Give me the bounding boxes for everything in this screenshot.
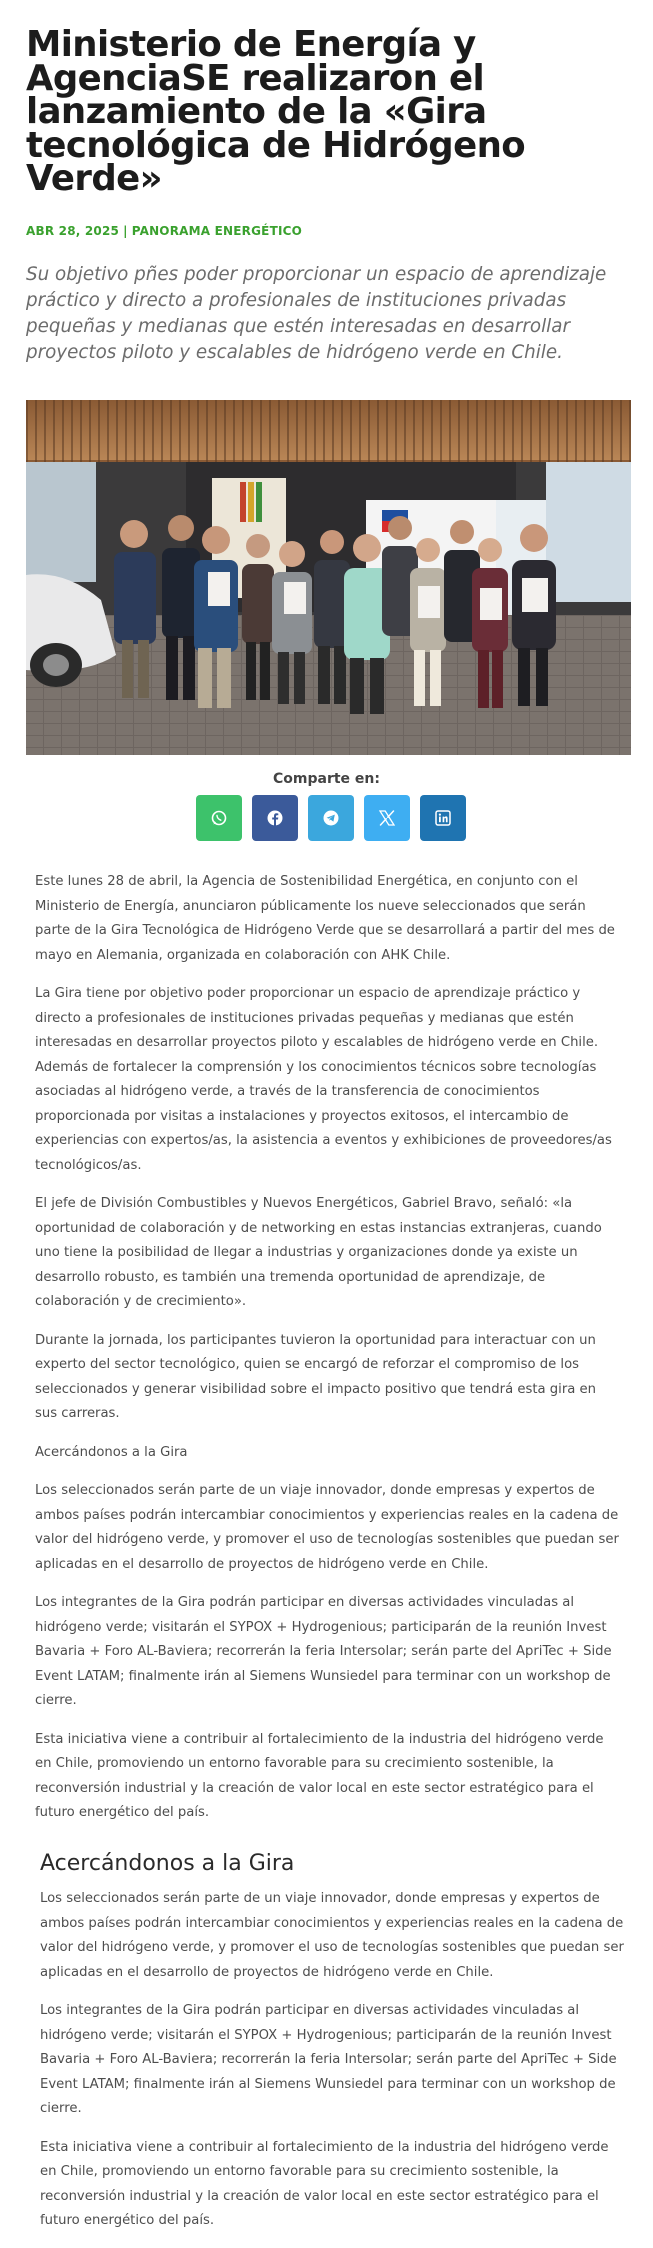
article-category[interactable]: PANORAMA ENERGÉTICO [131,224,303,238]
share-x-button[interactable] [364,795,410,841]
section-acercandonos [40,1849,625,2248]
whatsapp-icon [210,809,228,827]
article-body [35,870,620,1840]
body-paragraph: Los integrantes de la Gira podrán participar en diversas actividades vinculadas al hidrógeno verde; visitarán el SYPOX + Hydrogenious; participarán de la reunión Invest Bavaria + Foro AL-Baviera; recorrerán la feria Intersolar; serán parte del ApriTec + Side Event LATAM; finalmente irán al Siemens Wunsiedel para terminar con un workshop de cierre. [35,1595,612,1708]
body-subheading: Acercándonos a la Gira [35,1444,188,1460]
section-paragraph: Los integrantes de la Gira podrán participar en diversas actividades vinculadas al hidrógeno verde; visitarán el SYPOX + Hydrogenious; participarán de la reunión Invest Bavaria + Foro AL-Baviera; recorrerán la feria Intersolar; serán parte del ApriTec + Side Event LATAM; finalmente irán al Siemens Wunsiedel para terminar con un workshop de cierre. [40,2003,617,2116]
article-date[interactable]: ABR 28, 2025 [26,224,120,238]
body-paragraph: La Gira tiene por objetivo poder proporcionar un espacio de aprendizaje práctico y directo a profesionales de instituciones privadas pequeñas y medianas que estén interesadas en desarrollar proyectos piloto y escalables de hidrógeno verde en Chile. Además de fortalecer la comprensión y los conocimientos técnicos sobre tecnologías asociadas al hidrógeno verde, a través de la transferencia de conocimientos proporcionada por visitas a instalaciones y proyectos exitosos, el intercambio de experiencias con expertos/as, la asistencia a eventos y exhibiciones de proveedores/as tecnológicos/as. [35,986,612,1173]
x-icon [377,808,397,828]
article-lead: Su objetivo pñes poder proporcionar un espacio de aprendizaje práctico y directo a profesionales de instituciones privadas pequeñas y medianas que estén interesadas en desarrollar proyectos piloto y escalables de hidrógeno verde en Chile. [26,264,607,363]
body-paragraph: Este lunes 28 de abril, la Agencia de Sostenibilidad Energética, en conjunto con el Ministerio de Energía, anunciaron públicamente los nueve seleccionados que serán parte de la Gira Tecnológica de Hidrógeno Verde que se desarrollará a partir del mes de mayo en Alemania, organizada en colaboración con AHK Chile. [35,874,615,963]
body-paragraph: El jefe de División Combustibles y Nuevos Energéticos, Gabriel Bravo, señaló: «la oportunidad de colaboración y de networking en estas instancias extranjeras, cuando uno tiene la posibilidad de llegar a industrias y organizaciones donde ya existe un desarrollo robusto, es también una tremenda oportunidad de aprendizaje, de colaboración y de crecimiento». [35,1196,602,1309]
body-paragraph: Durante la jornada, los participantes tuvieron la oportunidad para interactuar con un experto del sector tecnológico, quien se encargó de reforzar el compromiso de los seleccionados y generar visibilidad sobre el impacto positivo que tendrá esta gira en sus carreras. [35,1332,596,1421]
section-paragraph: Los seleccionados serán parte de un viaje innovador, donde empresas y expertos de ambos países podrán intercambiar conocimientos y experiencias reales en la cadena de valor del hidrógeno verde, y promover el uso de tecnologías sostenibles que puedan ser aplicadas en el desarrollo de proyectos de hidrógeno verde en Chile. [40,1891,624,1980]
facebook-icon [266,809,284,827]
share-whatsapp-button[interactable] [196,795,242,841]
article-title: Ministerio de Energía y AgenciaSE realizaron el lanzamiento de la «Gira tecnológica de Hidrógeno Verde» [26,24,526,199]
share-telegram-button[interactable] [308,795,354,841]
body-paragraph: Los seleccionados serán parte de un viaje innovador, donde empresas y expertos de ambos países podrán intercambiar conocimientos y experiencias reales en la cadena de valor del hidrógeno verde, y promover el uso de tecnologías sostenibles que puedan ser aplicadas en el desarrollo de proyectos de hidrógeno verde en Chile. [35,1483,619,1572]
article-meta [26,224,302,238]
share-linkedin-button[interactable] [420,795,466,841]
telegram-icon [322,809,340,827]
hero-photo [26,400,631,755]
share-facebook-button[interactable] [252,795,298,841]
linkedin-icon [434,809,452,827]
share-buttons [196,795,466,841]
group-photo-illustration [26,400,631,755]
section-heading: Acercándonos a la Gira [40,1851,295,1876]
share-label: Comparte en: [273,771,380,787]
section-paragraph: Esta iniciativa viene a contribuir al fortalecimiento de la industria del hidrógeno verde en Chile, promoviendo un entorno favorable para su crecimiento sostenible, la reconversión industrial y la creación de valor local en este sector estratégico para el futuro energético del país. [40,2139,609,2228]
body-paragraph: Esta iniciativa viene a contribuir al fortalecimiento de la industria del hidrógeno verde en Chile, promoviendo un entorno favorable para su crecimiento sostenible, la reconversión industrial y la creación de valor local en este sector estratégico para el futuro energético del país. [35,1731,604,1820]
meta-separator: | [123,224,128,238]
